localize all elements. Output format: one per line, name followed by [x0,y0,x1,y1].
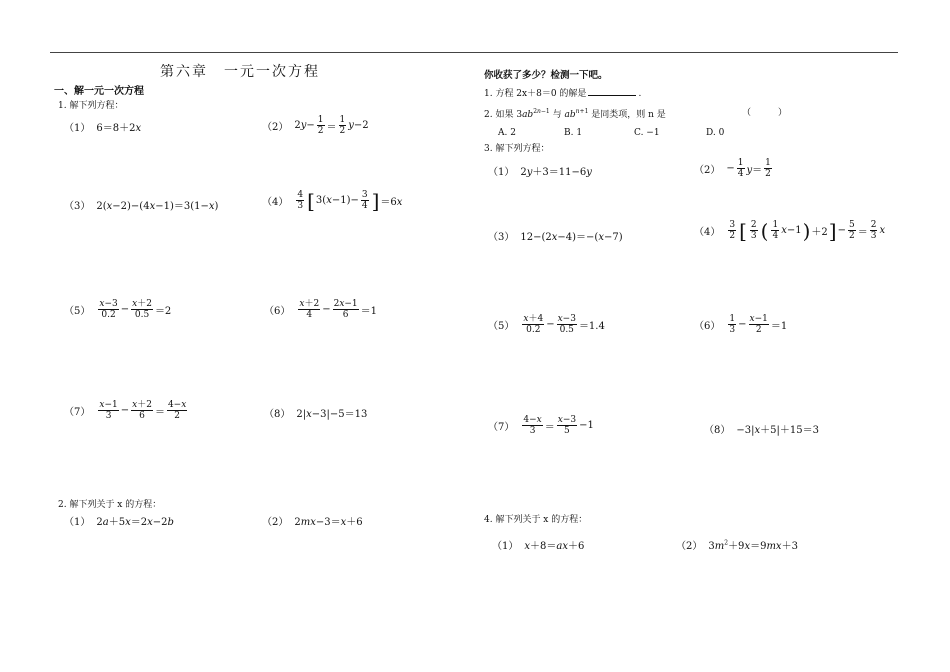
item-number: （2） [262,122,289,133]
left-eq-4: （4） $\frac{4}{3}$ [ 3(x−1)− $\frac{3}{4}$ ] ＝6x [262,188,403,213]
left-eq-3: （3） 2(x−2)−(4x−1)＝3(1−x) [64,197,218,212]
answer-blank [588,86,636,96]
right-eq-7: （7） $\frac{4-x}{3}$ ＝ $\frac{x-3}{5}$ −1 [488,415,594,436]
section-1-title: 一、解一元一次方程 [54,86,144,97]
left-q2-eq-1: （1） 2a＋5x＝2x−2b [64,513,174,528]
answer-paren: （ ） [742,108,788,118]
item-number: （4） [694,227,721,238]
right-q2-mid: 与 [552,110,562,120]
right-q2-prefix: 2. 如果 [484,110,514,120]
item-number: （4） [262,197,289,208]
item-number: （7） [488,422,515,433]
right-q2-suffix: 是同类项，则 n 是 [591,110,666,120]
option-d: D. 0 [706,128,725,138]
left-q2-eq-2: （2） 2mx−3＝x＋6 [262,513,363,528]
right-q3-label: 3. 解下列方程： [484,144,550,154]
right-q4-label: 4. 解下列关于 x 的方程： [484,515,588,525]
item-number: （8） [704,425,731,436]
left-eq-6: （6） $\frac{x+2}{4}$ − $\frac{2x-1}{6}$ ＝1 [264,299,378,320]
left-eq-2: （2） 2y− $\frac{1}{2}$ ＝ $\frac{1}{2}$ y−2 [262,115,369,136]
item-number: （6） [264,306,291,317]
item-number: （5） [64,306,91,317]
item-number: （5） [488,321,515,332]
left-eq-8: （8） 2|x−3|−5＝13 [264,405,367,420]
item-number: （2） [262,517,289,528]
left-eq-5: （5） $\frac{x-3}{0.2}$ − $\frac{x+2}{0.5}$ ＝2 [64,299,172,320]
option-b: B. 1 [564,128,583,138]
right-eq-6: （6） $\frac{1}{3}$ − $\frac{x-1}{2}$ ＝1 [694,314,788,335]
check-section-title: 你收获了多少？检测一下吧。 [484,70,608,81]
item-number: （1） [64,123,91,134]
right-q1 [484,86,641,100]
right-eq-4: （4） $\frac{3}{2}$ [ $\frac{2}{3}$ ( $\frac{1}{4}$ x−1 ) ＋2 ] − $\frac{5}{2}$ ＝ $\frac{2}{3}$ x [694,218,886,243]
right-eq-2: （2） − $\frac{1}{4}$ y＝ $\frac{1}{2}$ [694,158,771,179]
right-eq-3: （3） 12−(2x−4)＝−(x−7) [488,228,623,243]
right-q4-eq-2: （2） $3m^2+9x=9mx+3$ [676,537,798,552]
option-a: A. 2 [498,128,516,138]
item-number: （2） [676,541,703,552]
item-number: （7） [64,407,91,418]
item-number: （1） [488,167,515,178]
right-q1-end: . [638,89,642,99]
left-q1-label: 1. 解下列方程： [58,101,124,111]
left-eq-7: （7） $\frac{x-1}{3}$ − $\frac{x+2}{6}$ ＝ $\frac{4-x}{2}$ [64,400,187,421]
right-q2: 2. 如果 $3ab^{2n-1}$ 与 $ab^{n+1}$ 是同类项，则 n 是 [484,108,666,120]
option-c: C. −1 [634,128,660,138]
top-rule [50,52,898,53]
left-q2-label: 2. 解下列关于 x 的方程： [58,500,162,510]
left-eq-1: （1） 6＝8＋2x [64,119,141,134]
right-q1-label: 1. 方程 2x＋8＝0 的解是 [484,89,587,99]
item-number: （3） [64,201,91,212]
page-title: 第六章 一元一次方程 [160,64,320,80]
item-number: （8） [264,409,291,420]
right-q4-eq-1: （1） x＋8＝ax＋6 [492,537,584,552]
item-number: （1） [64,517,91,528]
right-eq-1: （1） 2y＋3＝11−6y [488,163,592,178]
item-number: （2） [694,165,721,176]
item-number: （1） [492,541,519,552]
right-eq-8: （8） −3|x＋5|＋15＝3 [704,421,819,436]
right-eq-5: （5） $\frac{x+4}{0.2}$ − $\frac{x-3}{0.5}$ ＝1.4 [488,314,605,335]
item-number: （6） [694,321,721,332]
item-number: （3） [488,232,515,243]
